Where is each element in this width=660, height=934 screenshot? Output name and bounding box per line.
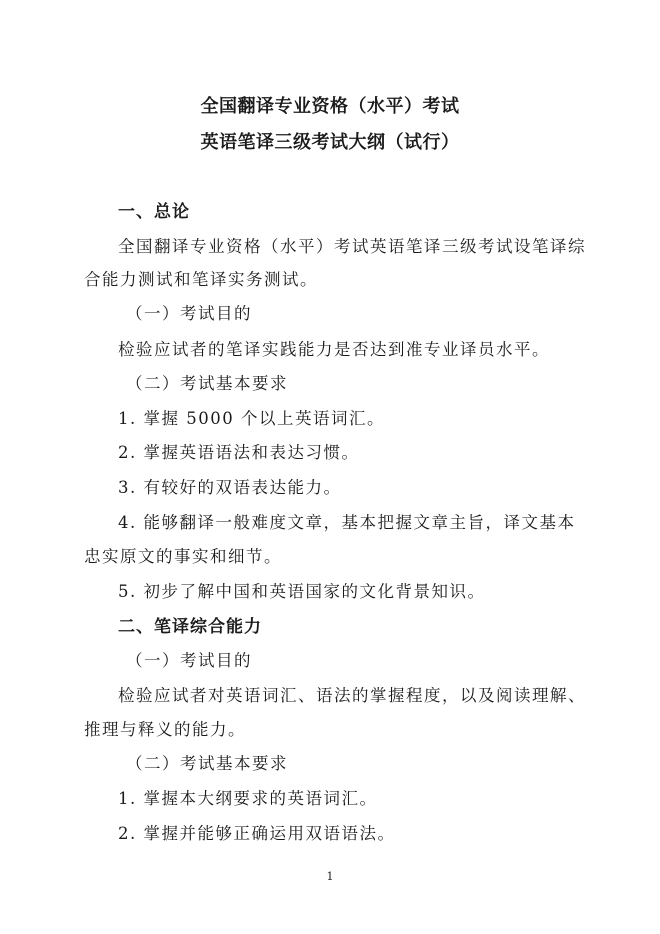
paragraph-intro-line2: 合能力测试和笔译实务测试。 [84,270,318,289]
list-item: 2. 掌握并能够正确运用双语语法。 [118,824,396,843]
document-title-line2: 英语笔译三级考试大纲（试行） [200,132,460,153]
paragraph-purpose-line2: 推理与释义的能力。 [84,720,246,739]
subsection-heading-requirements: （二）考试基本要求 [126,374,288,393]
list-item: 2. 掌握英语语法和表达习惯。 [118,443,360,462]
list-item: 1. 掌握 5000 个以上英语词汇。 [118,409,385,428]
paragraph-purpose-line1: 检验应试者对英语词汇、语法的掌握程度，以及阅读理解、 [118,686,586,705]
subsection-heading-purpose: （一）考试目的 [126,651,252,670]
list-item: 5. 初步了解中国和英语国家的文化背景知识。 [118,582,486,601]
section-heading-general: 一、总论 [118,202,190,222]
document-title-line1: 全国翻译专业资格（水平）考试 [200,96,460,117]
list-item: 4. 能够翻译一般难度文章，基本把握文章主旨，译文基本 [118,513,576,532]
list-item-continuation: 忠实原文的事实和细节。 [84,547,282,566]
paragraph-intro-line1: 全国翻译专业资格（水平）考试英语笔译三级考试设笔译综 [118,237,586,256]
list-item: 3. 有较好的双语表达能力。 [118,478,342,497]
page-number: 1 [326,870,334,883]
section-heading-comprehensive: 二、笔译综合能力 [118,617,262,637]
paragraph-purpose: 检验应试者的笔译实践能力是否达到准专业译员水平。 [118,340,550,359]
subsection-heading-purpose: （一）考试目的 [126,304,252,323]
list-item: 1. 掌握本大纲要求的英语词汇。 [118,789,378,808]
subsection-heading-requirements: （二）考试基本要求 [126,754,288,773]
